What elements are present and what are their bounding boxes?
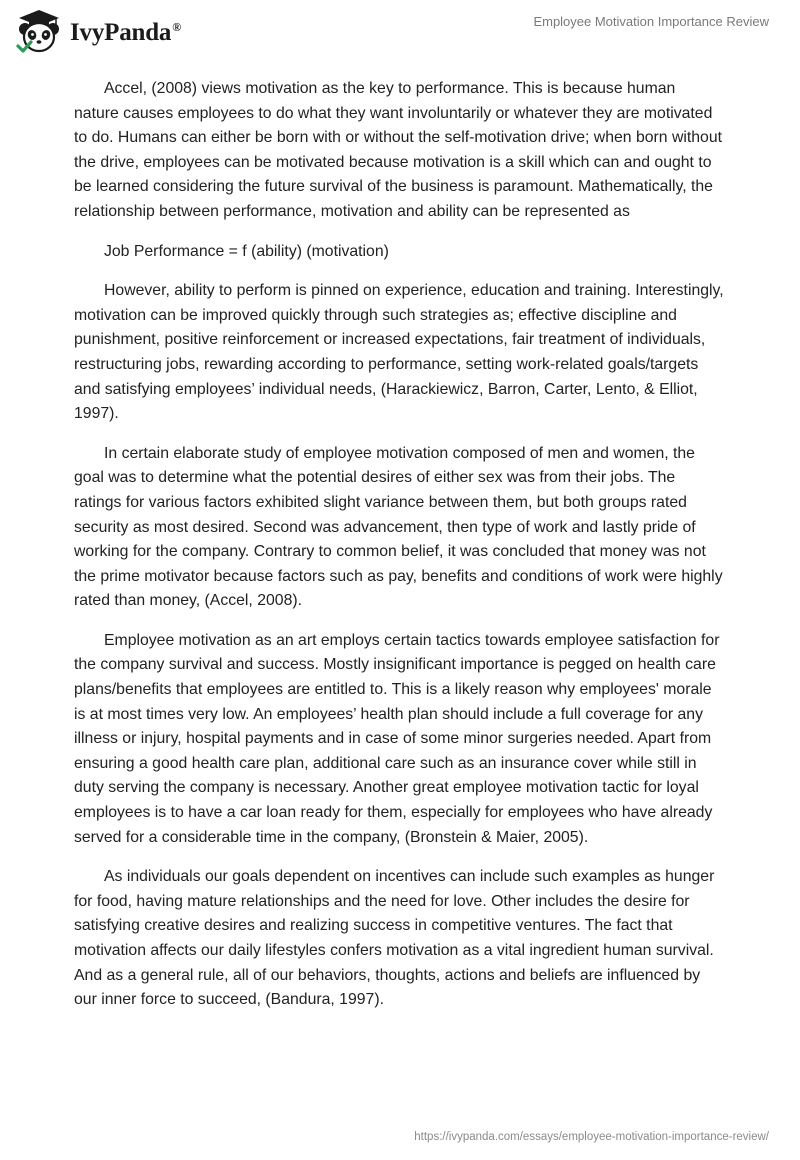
source-url[interactable]: https://ivypanda.com/essays/employee-motivation-importance-review/ xyxy=(414,1131,769,1143)
formula-paragraph: Job Performance = f (ability) (motivation) xyxy=(104,242,389,260)
paragraph: As individuals our goals dependent on incentives can include such examples as hunger for food, having mature relationships and the need for love. Other includes the desire for satisfying creative desires and realizing success in competitive ventures. The fact that motivation affects our daily lifestyles confers motivation as a vital ingredient human survival. And as a general rule, all of our behaviors, thoughts, actions and beliefs are influenced by our inner force to succeed, (Bandura, 1997). xyxy=(74,868,715,1009)
registered-mark: ® xyxy=(172,19,181,34)
essay-body xyxy=(74,77,724,1028)
panda-graduate-icon xyxy=(14,8,64,54)
brand-name: IvyPanda® xyxy=(70,19,181,46)
document-title: Employee Motivation Importance Review xyxy=(533,14,769,29)
paragraph: In certain elaborate study of employee motivation composed of men and women, the goal was to determine what the potential desires of either sex was from their jobs. The ratings for various factors exhibited slight variance between them, but both groups rated security as most desired. Second was advancement, then type of work and lastly pride of working for the company. Contrary to common belief, it was concluded that money was not the prime motivator because factors such as pay, benefits and conditions of work were highly rated than money, (Accel, 2008). xyxy=(74,444,723,610)
brand-logo[interactable] xyxy=(14,8,181,54)
paragraph: However, ability to perform is pinned on experience, education and training. Interestingly, motivation can be improved quickly through such strategies as; effective discipline and punishment, positive reinforcement or increased expectations, fair treatment of individuals, restructuring jobs, rewarding according to performance, setting work-related goals/targets and satisfying employees’ individual needs, (Harackiewicz, Barron, Carter, Lento, & Elliot, 1997). xyxy=(74,282,724,423)
page-header xyxy=(0,0,800,60)
paragraph: Employee motivation as an art employs certain tactics towards employee satisfaction for the company survival and success. Mostly insignificant importance is pegged on health care plans/benefits that employees are entitled to. This is a likely reason why employees' morale is at most times very low. An employees’ health plan should include a full coverage for any illness or injury, hospital payments and in case of some minor surgeries needed. Apart from ensuring a good health care plan, additional care such as an insurance cover while still in duty serving the company is necessary. Another great employee motivation tactic for loyal employees is to have a car loan ready for them, especially for employees who have already served for a considerable time in the company, (Bronstein & Maier, 2005). xyxy=(74,631,720,846)
paragraph: Accel, (2008) views motivation as the key to performance. This is because human nature causes employees to do what they want involuntarily or whatever they are motivated to do. Humans can either be born with or without the self-motivation drive; when born without the drive, employees can be motivated because motivation is a skill which can and ought to be learned considering the future survival of the business is paramount. Mathematically, the relationship between performance, motivation and ability can be represented as xyxy=(74,80,723,220)
